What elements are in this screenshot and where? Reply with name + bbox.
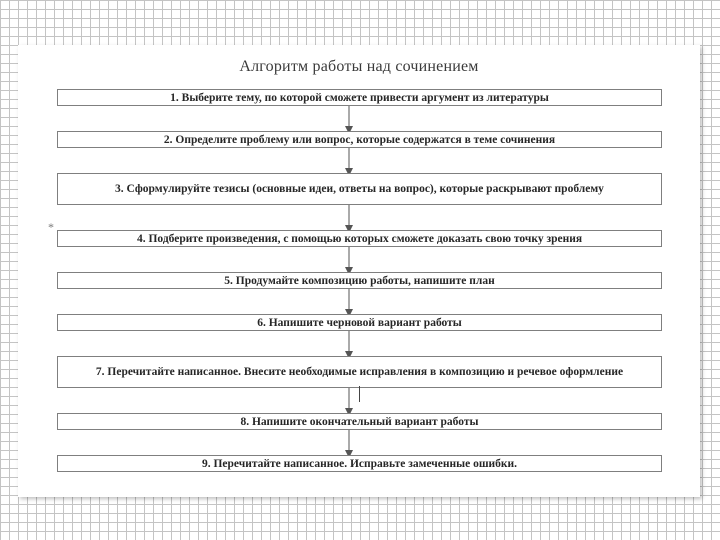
text-cursor [359, 386, 360, 402]
asterisk-marker: * [48, 220, 54, 234]
step-5: 5. Продумайте композицию работы, напишите план [57, 272, 662, 289]
step-6: 6. Напишите черновой вариант работы [57, 314, 662, 331]
step-2: 2. Определите проблему или вопрос, которые содержатся в теме сочинения [57, 131, 662, 148]
step-9: 9. Перечитайте написанное. Исправьте замеченные ошибки. [57, 455, 662, 472]
step-4: 4. Подберите произведения, с помощью которых сможете доказать свою точку зрения [57, 230, 662, 247]
step-8: 8. Напишите окончательный вариант работы [57, 413, 662, 430]
step-7: 7. Перечитайте написанное. Внесите необходимые исправления в композицию и речевое оформление [57, 356, 662, 388]
diagram-title: Алгоритм работы над сочинением [239, 58, 479, 75]
step-3: 3. Сформулируйте тезисы (основные идеи, ответы на вопрос), которые раскрывают проблему [57, 173, 662, 205]
slide [18, 45, 700, 497]
step-1: 1. Выберите тему, по которой сможете привести аргумент из литературы [57, 89, 662, 106]
